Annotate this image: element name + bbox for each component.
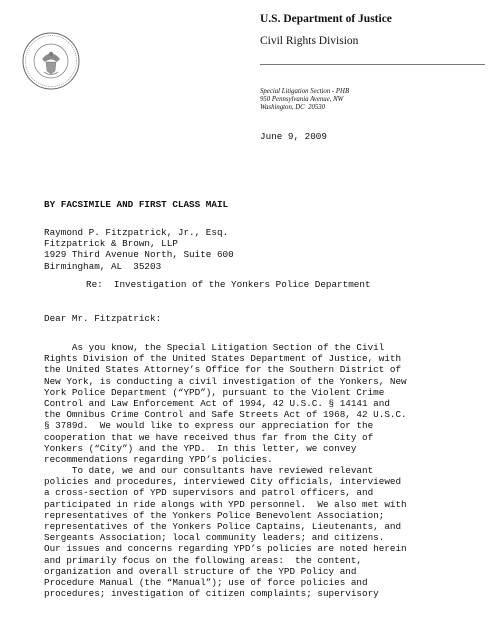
text-line: Yonkers (“City”) and the YPD. In this letter, we convey bbox=[44, 442, 357, 454]
address-line: Washington, DC 20530 bbox=[260, 104, 326, 111]
text-line: policies and procedures, interviewed City officials, interviewed bbox=[44, 476, 402, 488]
text-line: the United States Attorney’s Office for the Southern District of bbox=[44, 364, 402, 376]
text-line: and primarily focus on the following areas: the content, bbox=[44, 554, 363, 566]
text-line: Rights Division of the United States Department of Justice, with bbox=[44, 353, 402, 365]
text-line: Sergeants Association; local community leaders; and citizens. bbox=[44, 532, 385, 544]
letterhead bbox=[260, 12, 485, 111]
text-line: § 3789d. We would like to express our appreciation for the bbox=[44, 420, 374, 432]
letter-date: June 9, 2009 bbox=[260, 131, 327, 142]
subject-line: Re: Investigation of the Yonkers Police Department bbox=[86, 279, 371, 290]
recipient-line: Birmingham, AL 35203 bbox=[44, 260, 162, 272]
recipient-line: Raymond P. Fitzpatrick, Jr., Esq. bbox=[44, 227, 229, 238]
division-name: Civil Rights Division bbox=[260, 35, 359, 47]
text-line: participated in ride alongs with YPD personnel. We also met with bbox=[44, 498, 407, 510]
text-line: recommendations regarding YPD’s policies. bbox=[44, 454, 273, 466]
text-line: Our issues and concerns regarding YPD’s policies are noted herein bbox=[44, 543, 407, 555]
salutation: Dear Mr. Fitzpatrick: bbox=[44, 313, 162, 324]
body-paragraph-2 bbox=[44, 465, 407, 599]
text-line: cooperation that we have received thus far from the City of bbox=[44, 431, 374, 443]
section-address bbox=[260, 88, 349, 112]
text-line: representatives of the Yonkers Police Benevolent Association; bbox=[44, 509, 385, 521]
delivery-method: BY FACSIMILE AND FIRST CLASS MAIL bbox=[44, 199, 229, 210]
recipient-line: 1929 Third Avenue North, Suite 600 bbox=[44, 249, 234, 261]
text-line: procedures; investigation of citizen complaints; supervisory bbox=[44, 588, 379, 600]
recipient-line: Fitzpatrick & Brown, LLP bbox=[44, 238, 178, 250]
letterhead-divider bbox=[260, 64, 485, 65]
text-line: Control and Law Enforcement Act of 1994, 42 U.S.C. § 14141 and bbox=[44, 398, 390, 410]
address-line: 950 Pennsylvania Avenue, NW bbox=[260, 96, 344, 103]
text-line: York Police Department (“YPD”), pursuant to the Violent Crime bbox=[44, 386, 385, 398]
body-paragraph-1 bbox=[44, 342, 407, 465]
text-line: a cross-section of YPD supervisors and patrol officers, and bbox=[44, 487, 374, 499]
doj-seal-icon bbox=[22, 32, 80, 90]
text-line: Procedure Manual (the “Manual”); use of force policies and bbox=[44, 577, 368, 589]
text-line: New York, is conducting a civil investigation of the Yonkers, New bbox=[44, 375, 407, 387]
text-line: To date, we and our consultants have reviewed relevant bbox=[44, 465, 374, 476]
text-line: the Omnibus Crime Control and Safe Streets Act of 1968, 42 U.S.C. bbox=[44, 409, 407, 421]
address-line: Special Litigation Section - PHB bbox=[260, 88, 350, 95]
text-line: As you know, the Special Litigation Section of the Civil bbox=[44, 342, 385, 353]
text-line: representatives of the Yonkers Police Captains, Lieutenants, and bbox=[44, 521, 402, 533]
recipient-address bbox=[44, 227, 234, 272]
text-line: organization and overall structure of the YPD Policy and bbox=[44, 565, 357, 577]
department-name: U.S. Department of Justice bbox=[260, 13, 392, 25]
